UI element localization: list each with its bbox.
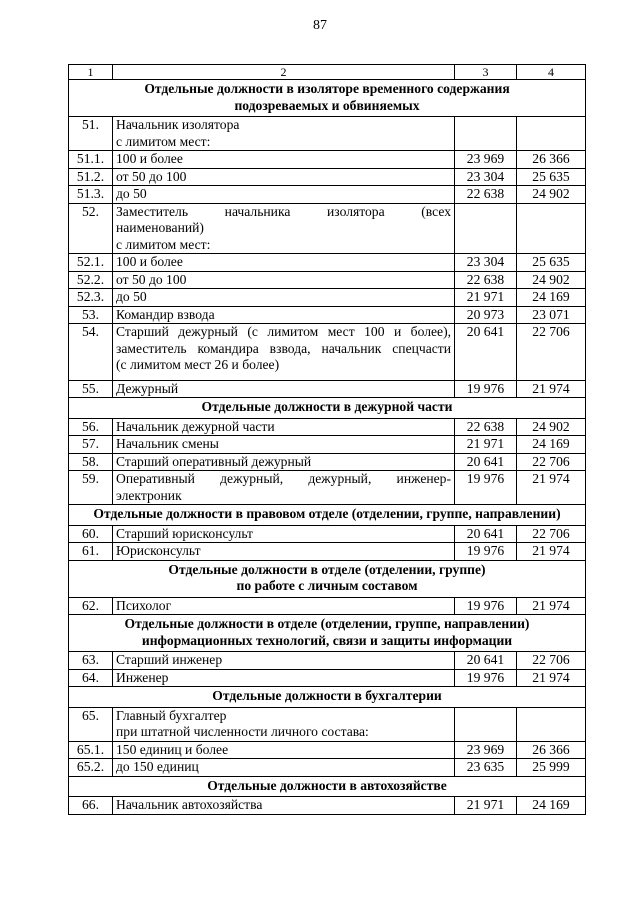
section-heading-line: Отдельные должности в автохозяйстве: [207, 777, 447, 793]
column-header-1: 1: [69, 65, 113, 80]
position-name: [113, 652, 455, 670]
position-name-line: Старший оперативный дежурный: [116, 453, 312, 469]
row-number: 64.: [69, 669, 113, 687]
position-name-line: Оперативный дежурный, дежурный, инженер-: [116, 471, 451, 486]
position-name-line: от 50 до 100: [116, 271, 187, 287]
table-row: [69, 471, 586, 505]
table-row: [69, 741, 586, 759]
salary-value-col4: 21 974: [517, 597, 586, 615]
table-row: [69, 151, 586, 169]
column-header-3: 3: [455, 65, 517, 80]
position-name: [113, 254, 455, 272]
salary-value-col4: 25 999: [517, 759, 586, 777]
position-name-line: до 50: [116, 289, 147, 304]
position-name-line: Старший инженер: [116, 652, 223, 667]
salary-value-col4: 26 366: [517, 741, 586, 759]
section-heading-line: Отдельные должности в изоляторе временного содержания: [144, 81, 510, 96]
table-row: [69, 380, 586, 398]
position-name: [113, 306, 455, 324]
position-name: [113, 471, 455, 505]
salary-value-col4: 24 902: [517, 271, 586, 289]
salary-value-col3: 22 638: [455, 418, 517, 436]
section-heading: [69, 505, 586, 526]
salary-value-col3: 22 638: [455, 271, 517, 289]
table-row: [69, 306, 586, 324]
position-name: [113, 707, 455, 741]
row-number: 51.: [69, 117, 113, 151]
position-name: [113, 797, 455, 815]
section-heading-line: Отдельные должности в дежурной части: [201, 399, 453, 414]
position-name: [113, 289, 455, 307]
position-name: [113, 380, 455, 398]
position-name: [113, 203, 455, 254]
row-number: 65.1.: [69, 741, 113, 759]
position-name: [113, 186, 455, 204]
table-row: [69, 436, 586, 454]
salary-value-col4: 21 974: [517, 543, 586, 561]
section-heading-line: Отдельные должности в правовом отделе (отделении, группе, направлении): [93, 506, 561, 521]
row-number: 52.3.: [69, 289, 113, 307]
row-number: 65.2.: [69, 759, 113, 777]
salary-value-col3: 20 641: [455, 525, 517, 543]
salary-value-col3: 19 976: [455, 471, 517, 505]
salary-value-col3: [455, 203, 517, 254]
position-name: [113, 151, 455, 169]
position-name: [113, 436, 455, 454]
position-name: [113, 117, 455, 151]
position-name-line: 100 и более: [116, 254, 183, 269]
section-heading-row: [69, 505, 586, 526]
position-name-line: 150 единиц и более: [116, 741, 229, 757]
salary-value-col4: 24 169: [517, 797, 586, 815]
position-name-line: Психолог: [116, 597, 172, 613]
position-name-line: Начальник дежурной части: [116, 418, 275, 434]
table-row: [69, 271, 586, 289]
row-number: 57.: [69, 436, 113, 454]
section-heading-line: информационных технологий, связи и защиты информации: [141, 632, 513, 648]
salary-value-col4: 26 366: [517, 151, 586, 169]
row-number: 60.: [69, 525, 113, 543]
row-number: 51.2.: [69, 168, 113, 186]
table-row: [69, 203, 586, 254]
table-row: [69, 669, 586, 687]
salary-value-col3: 23 635: [455, 759, 517, 777]
table-row: [69, 597, 586, 615]
section-heading-row: [69, 398, 586, 419]
salary-value-col4: 22 706: [517, 652, 586, 670]
position-name-line: с лимитом мест:: [116, 133, 211, 149]
salary-value-col3: 23 304: [455, 168, 517, 186]
table-row: [69, 254, 586, 272]
salary-value-col4: 21 974: [517, 380, 586, 398]
table-row: [69, 797, 586, 815]
table-row: [69, 707, 586, 741]
position-name: [113, 324, 455, 381]
section-heading-line: Отдельные должности в отделе (отделении, группе): [168, 561, 486, 577]
table-row: [69, 117, 586, 151]
salary-value-col4: 23 071: [517, 306, 586, 324]
salary-value-col3: 20 973: [455, 306, 517, 324]
position-name-line: 100 и более: [116, 151, 183, 166]
section-heading: [69, 80, 586, 117]
table-row: [69, 759, 586, 777]
section-heading-line: Отдельные должности в отделе (отделении, группе, направлении): [124, 616, 530, 631]
position-name-line: Начальник смены: [116, 436, 219, 451]
salary-value-col3: 20 641: [455, 652, 517, 670]
position-name-line: Начальник изолятора: [116, 117, 240, 132]
row-number: 66.: [69, 797, 113, 815]
table-row: [69, 324, 586, 381]
row-number: 52.2.: [69, 271, 113, 289]
salary-value-col4: [517, 203, 586, 254]
position-name-line: Старший юрисконсульт: [116, 525, 253, 541]
salary-value-col3: 19 976: [455, 597, 517, 615]
position-name-line: наименований): [116, 220, 204, 235]
salary-value-col3: 21 971: [455, 436, 517, 454]
section-heading-row: [69, 615, 586, 652]
position-name: [113, 271, 455, 289]
position-name-line: при штатной численности личного состава:: [116, 724, 369, 739]
position-name: [113, 168, 455, 186]
row-number: 61.: [69, 543, 113, 561]
row-number: 65.: [69, 707, 113, 741]
column-header-2: 2: [113, 65, 455, 80]
column-header-4: 4: [517, 65, 586, 80]
salary-value-col3: [455, 117, 517, 151]
position-name: [113, 759, 455, 777]
salary-value-col3: 22 638: [455, 186, 517, 204]
row-number: 53.: [69, 306, 113, 324]
salary-value-col3: 23 969: [455, 151, 517, 169]
table-body: [69, 65, 586, 815]
table-row: [69, 652, 586, 670]
position-name-line: заместитель командира взвода, начальник спецчасти: [116, 340, 451, 356]
section-heading-line: по работе с личным составом: [236, 578, 418, 593]
table-row: [69, 168, 586, 186]
salary-value-col4: 22 706: [517, 525, 586, 543]
position-name-line: Инженер: [116, 669, 169, 685]
position-name: [113, 453, 455, 471]
salary-value-col4: 24 902: [517, 186, 586, 204]
row-number: 55.: [69, 380, 113, 398]
section-heading: [69, 687, 586, 708]
salary-value-col4: 21 974: [517, 669, 586, 687]
salary-value-col4: 22 706: [517, 453, 586, 471]
row-number: 51.3.: [69, 186, 113, 204]
position-name-line: (с лимитом мест 26 и более): [116, 357, 280, 372]
position-name: [113, 669, 455, 687]
table-row: [69, 289, 586, 307]
position-name: [113, 741, 455, 759]
section-heading: [69, 560, 586, 597]
table-row: [69, 186, 586, 204]
salary-value-col3: 23 969: [455, 741, 517, 759]
section-heading: [69, 776, 586, 797]
salary-value-col3: [455, 707, 517, 741]
salary-value-col4: 24 902: [517, 418, 586, 436]
row-number: 54.: [69, 324, 113, 381]
row-number: 62.: [69, 597, 113, 615]
section-heading-line: подозреваемых и обвиняемых: [234, 97, 420, 113]
position-name-line: Командир взвода: [116, 306, 215, 322]
section-heading: [69, 398, 586, 419]
position-name-line: Юрисконсульт: [116, 543, 201, 558]
salary-value-col4: 22 706: [517, 324, 586, 381]
salary-value-col4: 25 635: [517, 254, 586, 272]
salary-value-col3: 21 971: [455, 797, 517, 815]
position-name-line: Главный бухгалтер: [116, 707, 227, 723]
position-name-line: Начальник автохозяйства: [116, 797, 263, 812]
salary-value-col3: 19 976: [455, 380, 517, 398]
salary-value-col3: 19 976: [455, 669, 517, 687]
row-number: 56.: [69, 418, 113, 436]
table-row: [69, 525, 586, 543]
salary-value-col3: 19 976: [455, 543, 517, 561]
page-number: 87: [313, 18, 327, 33]
table-row: [69, 418, 586, 436]
section-heading: [69, 615, 586, 652]
row-number: 51.1.: [69, 151, 113, 169]
section-heading-row: [69, 687, 586, 708]
position-name-line: Заместитель начальника изолятора (всех: [116, 203, 451, 219]
salary-value-col4: [517, 117, 586, 151]
salary-value-col3: 20 641: [455, 453, 517, 471]
salary-value-col4: 24 169: [517, 436, 586, 454]
row-number: 52.: [69, 203, 113, 254]
salary-value-col3: 20 641: [455, 324, 517, 381]
position-name-line: Дежурный: [116, 380, 179, 396]
position-name-line: до 50: [116, 186, 147, 201]
salary-value-col4: 24 169: [517, 289, 586, 307]
position-name: [113, 597, 455, 615]
row-number: 63.: [69, 652, 113, 670]
salary-value-col4: [517, 707, 586, 741]
position-name: [113, 525, 455, 543]
section-heading-row: [69, 80, 586, 117]
salary-value-col4: 21 974: [517, 471, 586, 505]
salary-value-col3: 21 971: [455, 289, 517, 307]
salary-value-col4: 25 635: [517, 168, 586, 186]
salary-table: [68, 64, 586, 815]
position-name-line: от 50 до 100: [116, 168, 187, 184]
position-name: [113, 418, 455, 436]
position-name-line: Старший дежурный (с лимитом мест 100 и более),: [116, 324, 451, 339]
table-row: [69, 543, 586, 561]
position-name-line: до 150 единиц: [116, 759, 199, 774]
row-number: 59.: [69, 471, 113, 505]
row-number: 58.: [69, 453, 113, 471]
section-heading-row: [69, 776, 586, 797]
row-number: 52.1.: [69, 254, 113, 272]
position-name: [113, 543, 455, 561]
column-header-row: [69, 65, 586, 80]
position-name-line: электроник: [116, 487, 182, 503]
salary-value-col3: 23 304: [455, 254, 517, 272]
section-heading-row: [69, 560, 586, 597]
position-name-line: с лимитом мест:: [116, 236, 211, 252]
section-heading-line: Отдельные должности в бухгалтерии: [212, 688, 442, 703]
table-row: [69, 453, 586, 471]
